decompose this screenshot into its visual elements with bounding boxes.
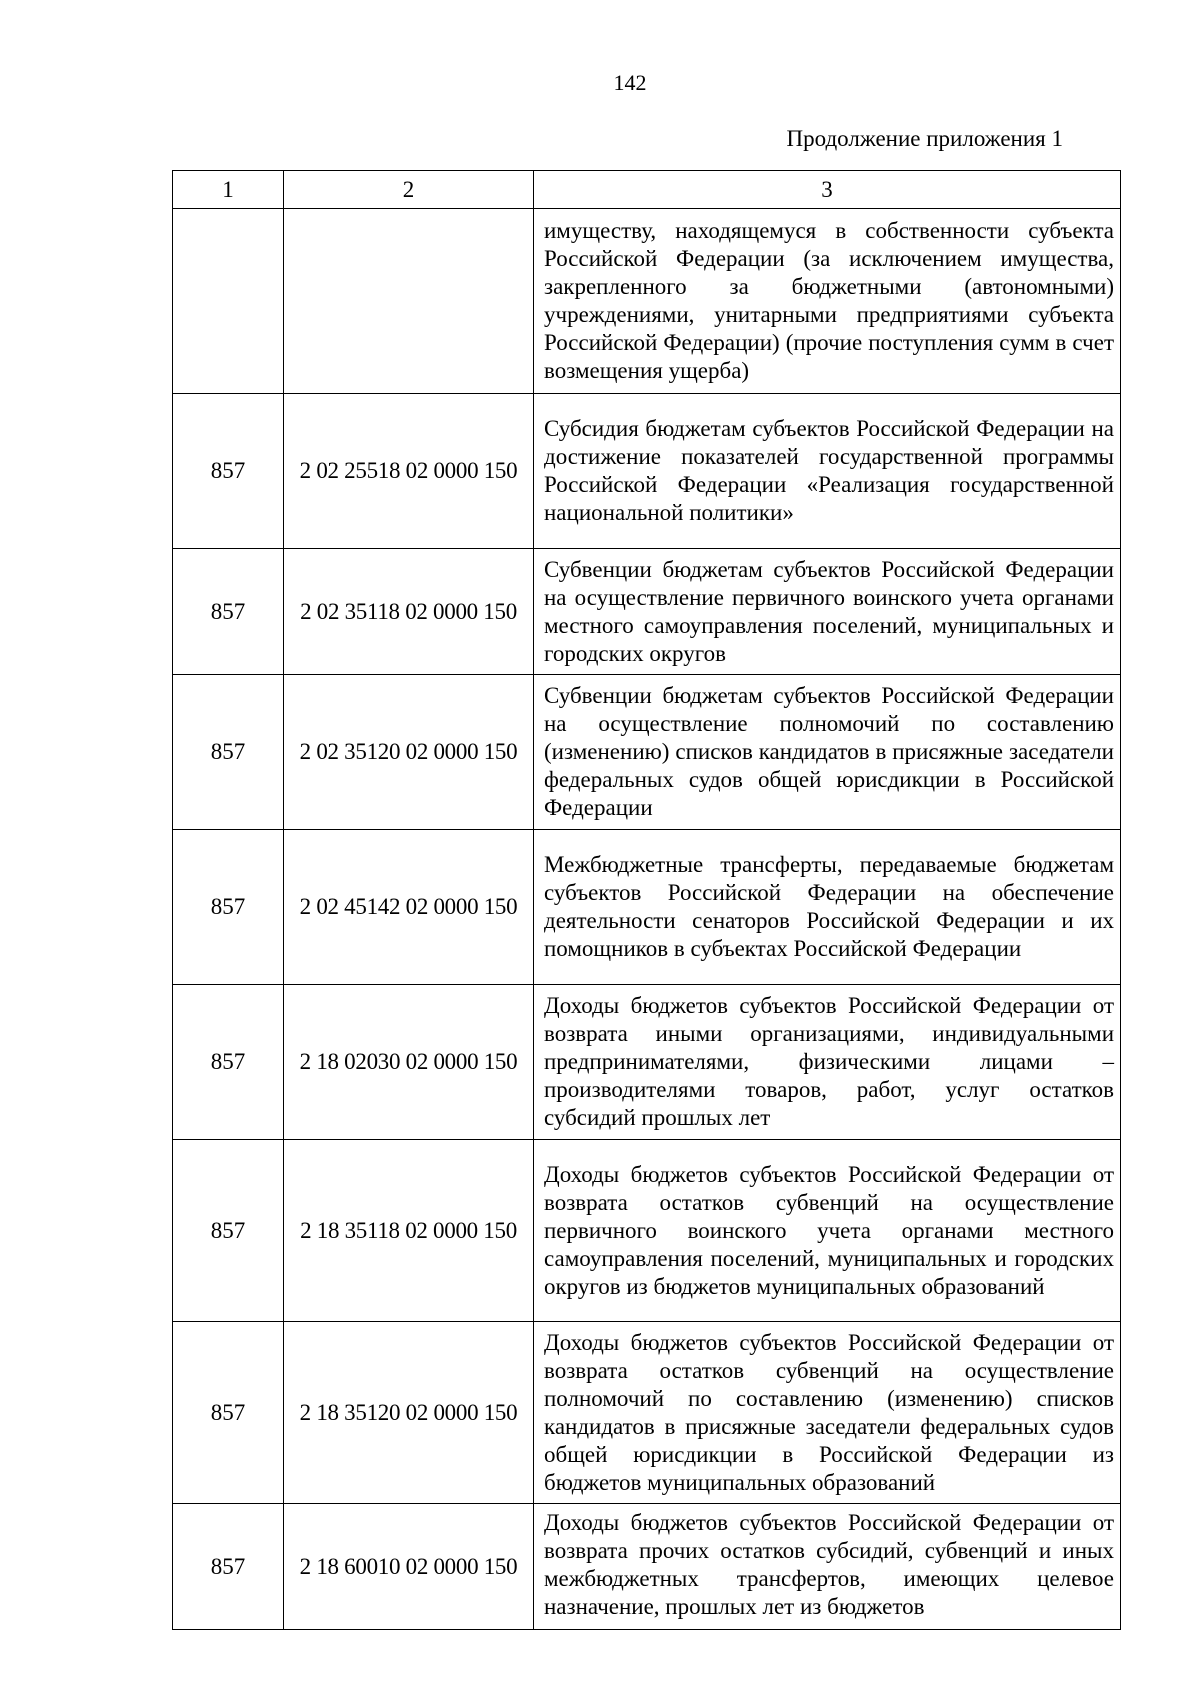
description-cell: Доходы бюджетов субъектов Российской Федерации от возврата остатков субвенций на осуществление полномочий по составлению (изменению) списков кандидатов в присяжные заседатели федеральных судов общей юрисдикции в Российской Федерации из бюджетов муниципальных образований xyxy=(534,1322,1121,1504)
description-cell: Доходы бюджетов субъектов Российской Федерации от возврата остатков субвенций на осуществление первичного воинского учета органами местного самоуправления поселений, муниципальных и городских округов из бюджетов муниципальных образований xyxy=(534,1140,1121,1322)
appendix-continuation-note: Продолжение приложения 1 xyxy=(786,126,1063,151)
description-cell: Доходы бюджетов субъектов Российской Федерации от возврата иными организациями, индивидуальными предпринимателями, физическими лицами – производителями товаров, работ, услуг остатков субсидий прошлых лет xyxy=(534,985,1121,1140)
table-row xyxy=(173,675,1121,830)
table-row xyxy=(173,830,1121,985)
table-row xyxy=(173,394,1121,549)
budget-code-cell: 2 18 60010 02 0000 150 xyxy=(284,1504,534,1630)
admin-code-cell: 857 xyxy=(173,830,284,985)
budget-code-cell: 2 02 35120 02 0000 150 xyxy=(284,675,534,830)
admin-code-cell: 857 xyxy=(173,549,284,675)
description-cell: Субсидия бюджетам субъектов Российской Федерации на достижение показателей государственной программы Российской Федерации «Реализация государственной национальной политики» xyxy=(534,394,1121,549)
admin-code-cell: 857 xyxy=(173,985,284,1140)
budget-code-cell: 2 02 25518 02 0000 150 xyxy=(284,394,534,549)
header-col-1: 1 xyxy=(173,171,284,209)
budget-codes-table xyxy=(172,170,1121,1630)
table-row xyxy=(173,549,1121,675)
admin-code-cell: 857 xyxy=(173,1504,284,1630)
description-cell: имуществу, находящемуся в собственности субъекта Российской Федерации (за исключением имущества, закрепленного за бюджетными (автономными) учреждениями, унитарными предприятиями субъекта Российской Федерации) (прочие поступления сумм в счет возмещения ущерба) xyxy=(534,209,1121,394)
admin-code-cell xyxy=(173,209,284,394)
admin-code-cell: 857 xyxy=(173,675,284,830)
header-col-2: 2 xyxy=(284,171,534,209)
description-cell: Субвенции бюджетам субъектов Российской Федерации на осуществление полномочий по составлению (изменению) списков кандидатов в присяжные заседатели федеральных судов общей юрисдикции в Российской Федерации xyxy=(534,675,1121,830)
admin-code-cell: 857 xyxy=(173,1322,284,1504)
admin-code-cell: 857 xyxy=(173,1140,284,1322)
header-col-3: 3 xyxy=(534,171,1121,209)
table-row xyxy=(173,1504,1121,1630)
description-cell: Доходы бюджетов субъектов Российской Федерации от возврата прочих остатков субсидий, субвенций и иных межбюджетных трансфертов, имеющих целевое назначение, прошлых лет из бюджетов xyxy=(534,1504,1121,1630)
table-row xyxy=(173,1322,1121,1504)
description-cell: Субвенции бюджетам субъектов Российской Федерации на осуществление первичного воинского учета органами местного самоуправления поселений, муниципальных и городских округов xyxy=(534,549,1121,675)
admin-code-cell: 857 xyxy=(173,394,284,549)
page-number: 142 xyxy=(613,70,647,95)
budget-code-cell xyxy=(284,209,534,394)
table-row xyxy=(173,1140,1121,1322)
budget-code-cell: 2 02 45142 02 0000 150 xyxy=(284,830,534,985)
description-cell: Межбюджетные трансферты, передаваемые бюджетам субъектов Российской Федерации на обеспечение деятельности сенаторов Российской Федерации и их помощников в субъектах Российской Федерации xyxy=(534,830,1121,985)
header-row xyxy=(173,171,1121,209)
budget-code-cell: 2 02 35118 02 0000 150 xyxy=(284,549,534,675)
budget-code-cell: 2 18 35120 02 0000 150 xyxy=(284,1322,534,1504)
budget-code-cell: 2 18 35118 02 0000 150 xyxy=(284,1140,534,1322)
table-row xyxy=(173,209,1121,394)
budget-code-cell: 2 18 02030 02 0000 150 xyxy=(284,985,534,1140)
table-row xyxy=(173,985,1121,1140)
